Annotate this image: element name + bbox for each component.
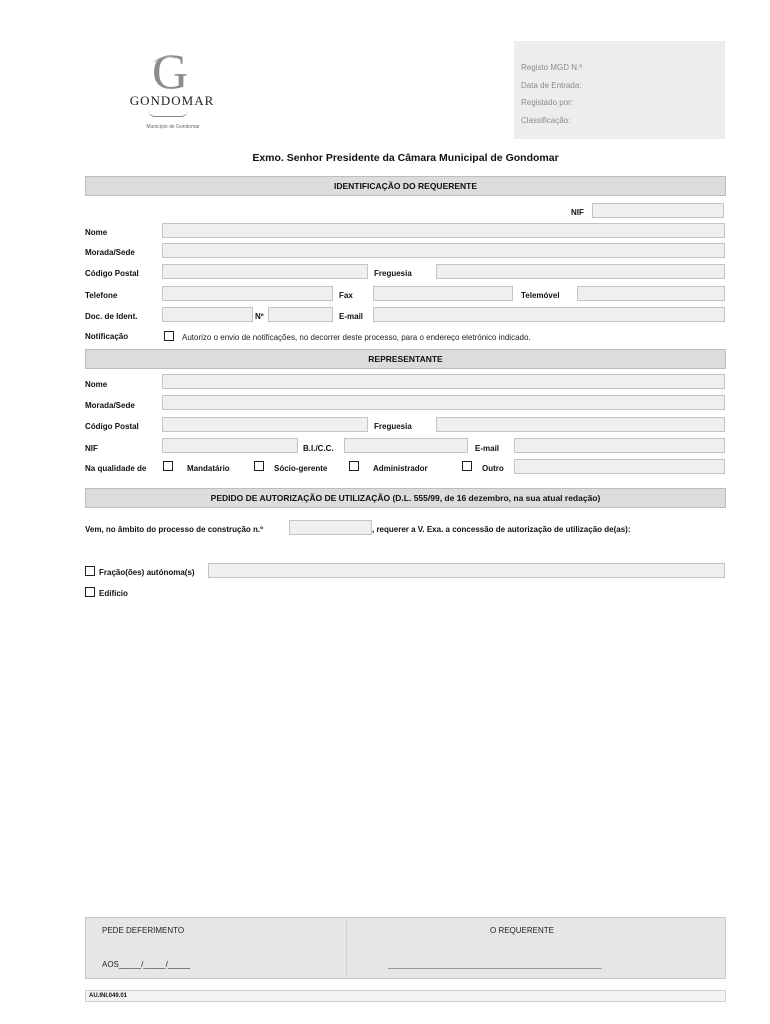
req-telemovel-input[interactable] (577, 286, 725, 301)
req-doc-label: Doc. de Ident. (85, 312, 138, 321)
rep-qualidade-label: Na qualidade de (85, 464, 147, 473)
rep-nome-label: Nome (85, 380, 108, 389)
req-numero-label: Nº (255, 312, 264, 321)
rep-socio-label: Sócio-gerente (274, 464, 328, 473)
rep-socio-checkbox[interactable] (254, 461, 264, 471)
req-notificacao-text: Autorizo o envio de notificações, no decorrer deste processo, para o endereço eletrónico indicado. (182, 333, 531, 342)
entry-date-label: Data de Entrada: (521, 81, 582, 90)
gondomar-g-emblem-icon (118, 44, 228, 94)
pedido-intro-b: , requerer a V. Exa. a concessão de autorização de utilização de(as): (372, 525, 631, 534)
page-title: Exmo. Senhor Presidente da Câmara Municipal de Gondomar (252, 152, 559, 164)
classification-label: Classificação: (521, 116, 571, 125)
edificio-label: Edifício (99, 589, 128, 598)
logo-text: GONDOMAR (129, 93, 215, 108)
req-morada-input[interactable] (162, 243, 725, 258)
req-doc-input[interactable] (162, 307, 253, 322)
req-telemovel-label: Telemóvel (521, 291, 560, 300)
rep-outro-checkbox[interactable] (462, 461, 472, 471)
logo-tagline: Município de Gondomar (146, 124, 200, 130)
edificio-checkbox[interactable] (85, 587, 95, 597)
section-representante: REPRESENTANTE (85, 349, 726, 369)
aos-date-line: AOS_____/_____/_____ (102, 960, 191, 969)
rep-administrador-label: Administrador (373, 464, 428, 473)
section-requerente: IDENTIFICAÇÃO DO REQUERENTE (85, 176, 726, 196)
req-nif-input[interactable] (592, 203, 724, 218)
registry-box (514, 41, 725, 139)
rep-email-input[interactable] (514, 438, 725, 453)
requerente-label: O REQUERENTE (490, 926, 555, 935)
rep-email-label: E-mail (475, 444, 500, 453)
signature-box (85, 917, 726, 979)
req-freguesia-label: Freguesia (374, 269, 412, 278)
registered-by-label: Registado por: (521, 98, 574, 107)
rep-bicc-input[interactable] (344, 438, 468, 453)
req-telefone-input[interactable] (162, 286, 333, 301)
rep-outro-input[interactable] (514, 459, 725, 474)
requerente-signature-line: ________________________________________________ (388, 960, 602, 969)
req-telefone-label: Telefone (85, 291, 118, 300)
registry-number-label: Registo MGD N.º (521, 63, 583, 72)
rep-morada-input[interactable] (162, 395, 725, 410)
req-nome-input[interactable] (162, 223, 725, 238)
fracao-input[interactable] (208, 563, 725, 578)
fracao-label: Fração(ões) autónoma(s) (99, 568, 195, 577)
rep-nif-input[interactable] (162, 438, 298, 453)
req-nome-label: Nome (85, 228, 108, 237)
req-email-label: E-mail (339, 312, 364, 321)
req-notificacao-label: Notificação (85, 332, 129, 341)
pede-deferimento-label: PEDE DEFERIMENTO (102, 926, 185, 935)
section-pedido: PEDIDO DE AUTORIZAÇÃO DE UTILIZAÇÃO (D.L. 555/99, de 16 dezembro, na sua atual redação) (85, 488, 726, 508)
rep-freguesia-label: Freguesia (374, 422, 412, 431)
rep-cp-input[interactable] (162, 417, 368, 432)
req-morada-label: Morada/Sede (85, 248, 135, 257)
req-notificacao-checkbox[interactable] (164, 331, 174, 341)
req-fax-input[interactable] (373, 286, 513, 301)
rep-nome-input[interactable] (162, 374, 725, 389)
rep-nif-label: NIF (85, 444, 98, 453)
rep-outro-label: Outro (482, 464, 504, 473)
rep-cp-label: Código Postal (85, 422, 139, 431)
req-numero-input[interactable] (268, 307, 333, 322)
rep-administrador-checkbox[interactable] (349, 461, 359, 471)
rep-freguesia-input[interactable] (436, 417, 725, 432)
rep-bicc-label: B.I./C.C. (303, 444, 334, 453)
req-cp-label: Código Postal (85, 269, 139, 278)
gondomar-logo (118, 44, 228, 136)
req-freguesia-input[interactable] (436, 264, 725, 279)
pedido-intro-a: Vem, no âmbito do processo de construção n.º (85, 525, 264, 534)
req-nif-label: NIF (571, 208, 584, 217)
rep-mandatario-label: Mandatário (187, 464, 230, 473)
svg-text:G: G (151, 44, 189, 94)
req-email-input[interactable] (373, 307, 725, 322)
req-fax-label: Fax (339, 291, 353, 300)
logo-signature-icon (148, 110, 188, 117)
req-cp-input[interactable] (162, 264, 368, 279)
rep-mandatario-checkbox[interactable] (163, 461, 173, 471)
fracao-checkbox[interactable] (85, 566, 95, 576)
processo-numero-input[interactable] (289, 520, 372, 535)
document-code: AU.INI.049.01 (85, 990, 726, 1002)
signature-box-divider (346, 918, 347, 978)
rep-morada-label: Morada/Sede (85, 401, 135, 410)
